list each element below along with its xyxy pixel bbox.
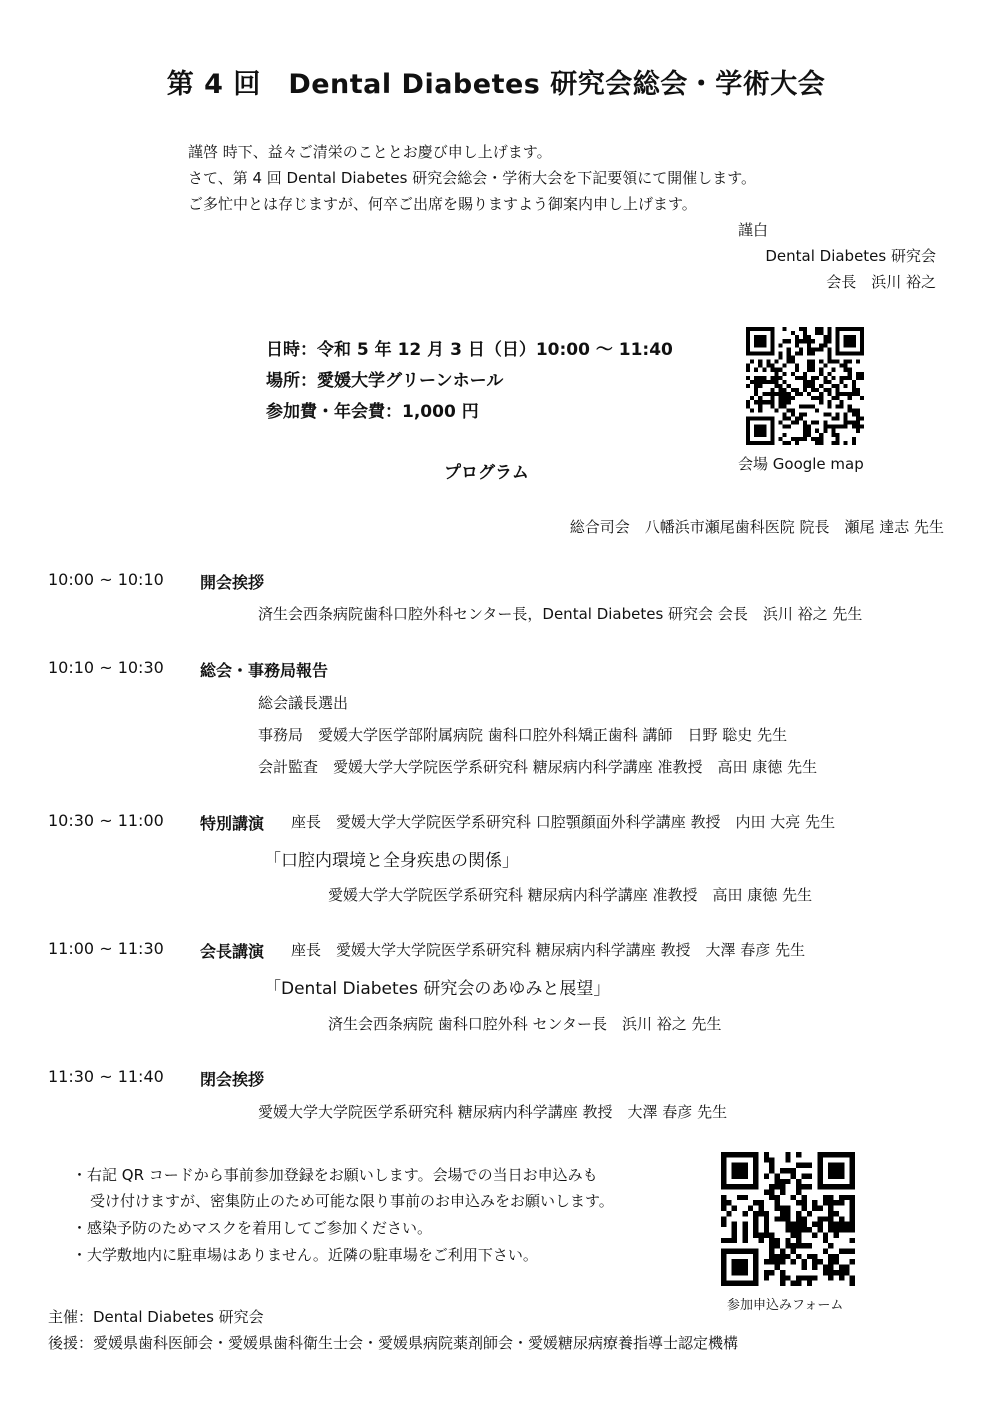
- session-1-title: 開会挨拶: [200, 573, 265, 592]
- session-3-speaker: 愛媛大学大学院医学系研究科 糖尿病内科学講座 准教授 高田 康徳 先生: [328, 886, 813, 904]
- master-of-ceremonies: 総合司会 八幡浜市瀬尾歯科医院 院長 瀬尾 達志 先生: [569, 518, 944, 536]
- event-datetime: 日時：令和 5 年 12 月 3 日（日）10:00 ～ 11:40: [266, 340, 673, 360]
- session-3-time: 10:30 ~ 11:00: [48, 811, 164, 830]
- session-1-time: 10:00 ~ 10:10: [48, 570, 164, 589]
- session-5-speaker: 愛媛大学大学院医学系研究科 糖尿病内科学講座 教授 大澤 春彦 先生: [258, 1103, 728, 1121]
- greeting-org: Dental Diabetes 研究会: [765, 247, 936, 265]
- greeting-line-1: 謹啓 時下、益々ご清栄のこととお慶び申し上げます。: [188, 143, 552, 161]
- note-1-line-2: 受け付けますが、密集防止のため可能な限り事前のお申込みをお願いします。: [90, 1192, 614, 1210]
- session-2-title: 総会・事務局報告: [200, 661, 329, 680]
- qr-code-icon: [721, 1152, 855, 1286]
- session-2-line-1: 総会議長選出: [258, 694, 349, 712]
- session-3-lecture-title: 「口腔内環境と全身疾患の関係」: [264, 851, 519, 871]
- note-2: ・感染予防のためマスクを着用してご参加ください。: [72, 1219, 433, 1237]
- session-1-speaker: 済生会西条病院歯科口腔外科センター長，Dental Diabetes 研究会 会長 浜川 裕之 先生: [258, 605, 863, 623]
- event-venue: 場所：愛媛大学グリーンホール: [266, 371, 504, 391]
- supporting-organizations: 後援：愛媛県歯科医師会・愛媛県歯科衛生士会・愛媛県病院薬剤師会・愛媛糖尿病療養指導士認定機構: [48, 1334, 739, 1352]
- session-2-time: 10:10 ~ 10:30: [48, 658, 164, 677]
- registration-qr-caption: 参加申込みフォーム: [727, 1298, 844, 1313]
- qr-code-icon: [746, 327, 864, 445]
- session-2-line-2: 事務局 愛媛大学医学部附属病院 歯科口腔外科矯正歯科 講師 日野 聡史 先生: [258, 726, 788, 744]
- session-4-lecture-title: 「Dental Diabetes 研究会のあゆみと展望」: [264, 979, 611, 999]
- greeting-line-2: さて、第 4 回 Dental Diabetes 研究会総会・学術大会を下記要領にて開催します。: [188, 169, 756, 187]
- greeting-closing: 謹白: [738, 221, 769, 239]
- note-1-line-1: ・右記 QR コードから事前参加登録をお願いします。会場での当日お申込みも: [72, 1166, 598, 1184]
- session-4-speaker: 済生会西条病院 歯科口腔外科 センター長 浜川 裕之 先生: [328, 1015, 722, 1033]
- greeting-president: 会長 浜川 裕之: [826, 273, 936, 291]
- session-5-title: 閉会挨拶: [200, 1070, 265, 1089]
- session-4-title: 会長講演: [200, 942, 265, 961]
- map-qr-caption: 会場 Google map: [738, 455, 864, 473]
- event-fee: 参加費・年会費：1,000 円: [266, 402, 479, 422]
- session-4-time: 11:00 ~ 11:30: [48, 939, 164, 958]
- registration-qr-code[interactable]: [721, 1152, 855, 1286]
- session-5-time: 11:30 ~ 11:40: [48, 1067, 164, 1086]
- note-3: ・大学敷地内に駐車場はありません。近隣の駐車場をご利用下さい。: [72, 1246, 538, 1264]
- host-organization: 主催：Dental Diabetes 研究会: [48, 1308, 264, 1326]
- session-3-title: 特別講演: [200, 814, 265, 833]
- greeting-line-3: ご多忙中とは存じますが、何卒ご出席を賜りますよう御案内申し上げます。: [188, 195, 697, 213]
- page-title: 第 4 回 Dental Diabetes 研究会総会・学術大会: [166, 69, 826, 100]
- program-heading: プログラム: [444, 463, 529, 483]
- session-4-chair: 座長 愛媛大学大学院医学系研究科 糖尿病内科学講座 教授 大澤 春彦 先生: [291, 941, 806, 959]
- map-qr-code[interactable]: [746, 327, 864, 445]
- session-3-chair: 座長 愛媛大学大学院医学系研究科 口腔顎顔面外科学講座 教授 内田 大亮 先生: [291, 813, 836, 831]
- session-2-line-3: 会計監査 愛媛大学大学院医学系研究科 糖尿病内科学講座 准教授 高田 康徳 先生: [258, 758, 818, 776]
